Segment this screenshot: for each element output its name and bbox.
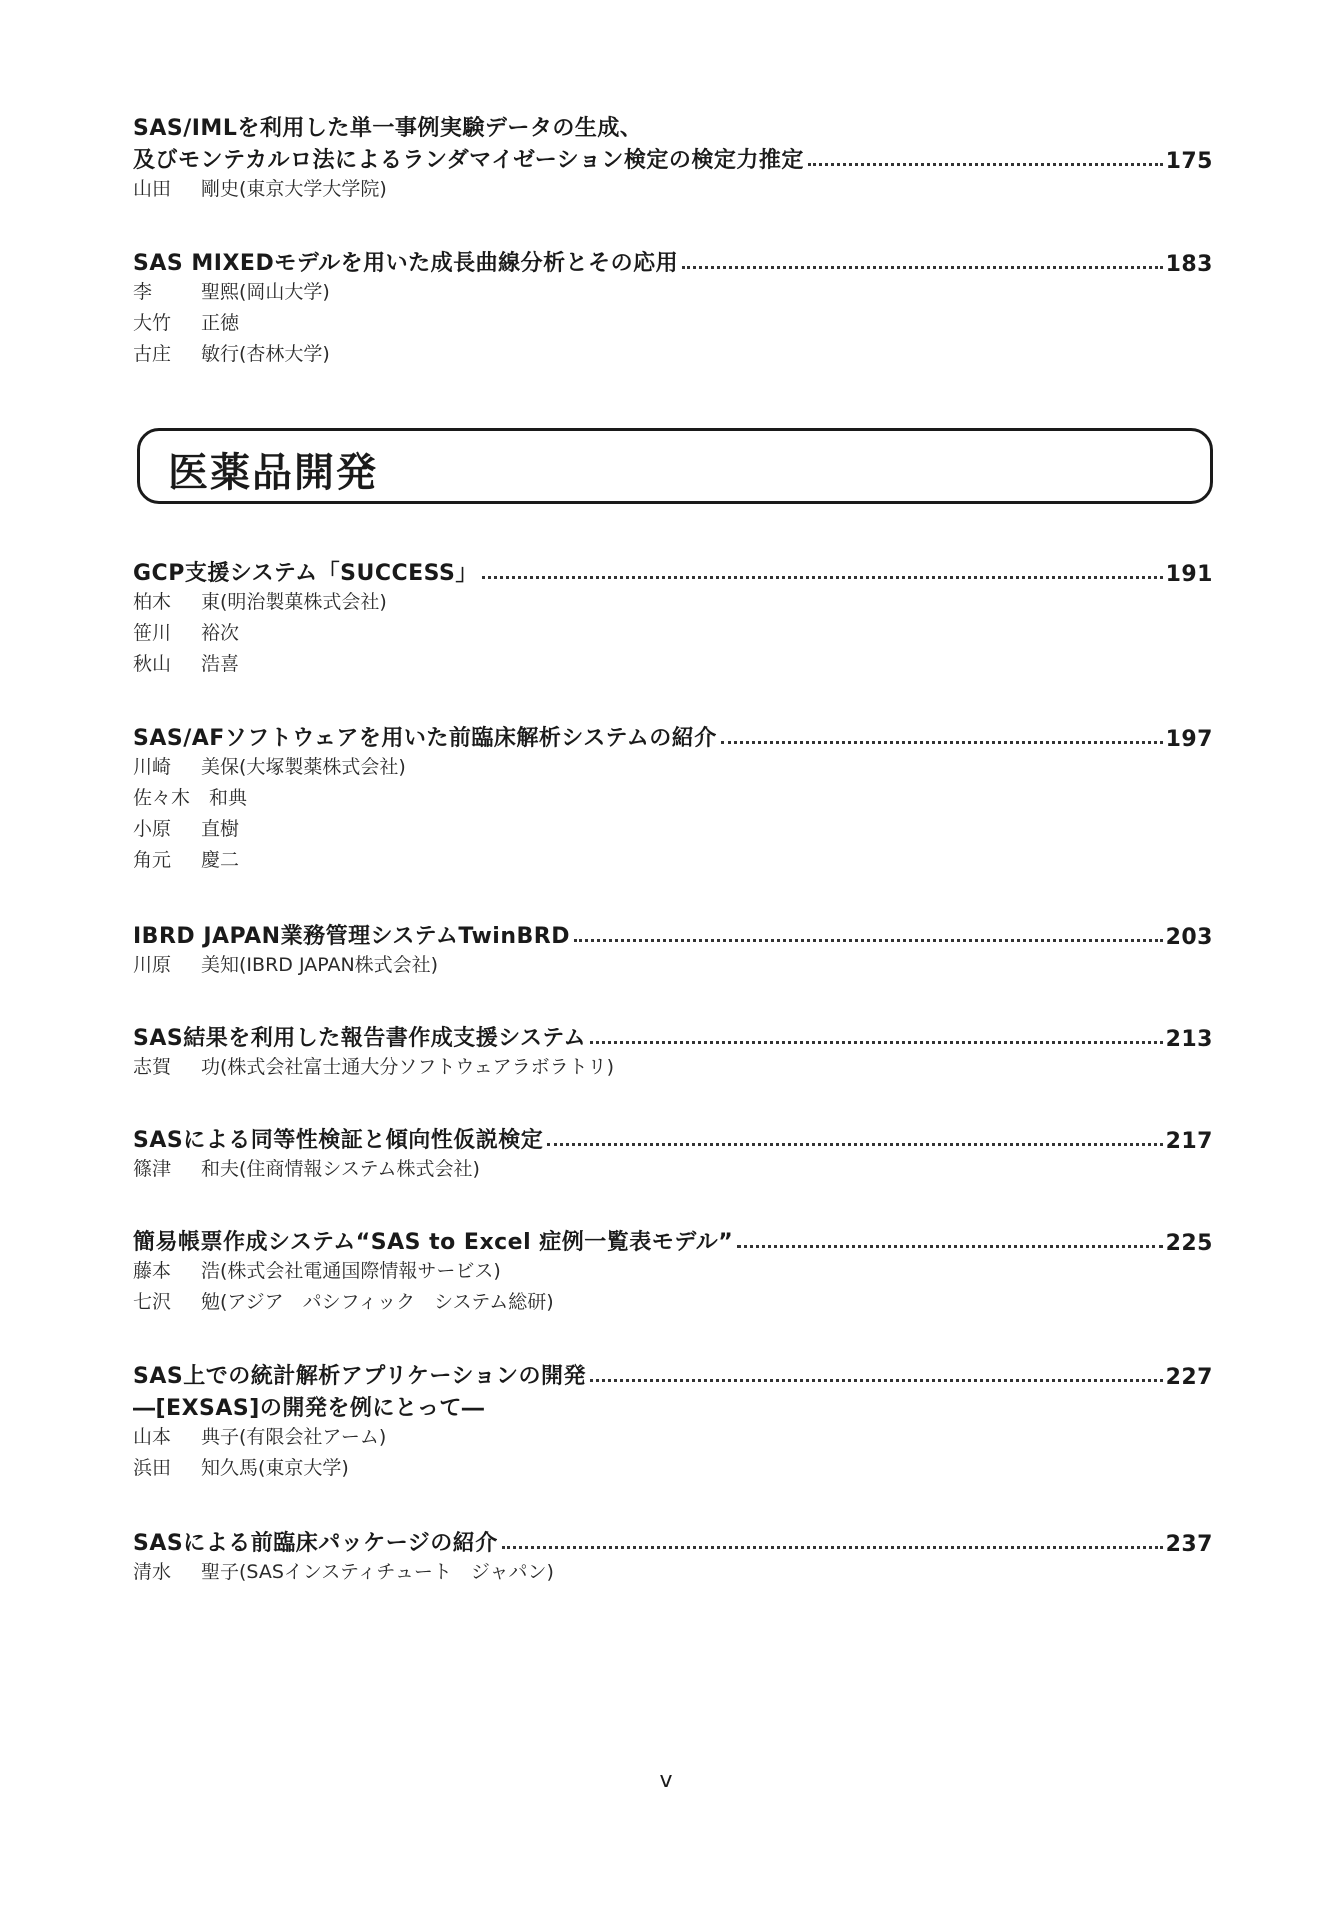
toc-entry — [133, 1020, 1213, 1083]
dot-leader — [482, 576, 1163, 579]
section-heading-box — [137, 428, 1213, 504]
author-surname: 笹川 — [133, 622, 172, 644]
author-affiliation: (明治製菓株式会社) — [220, 591, 387, 613]
toc-entry — [133, 555, 1213, 680]
dot-leader — [682, 266, 1162, 269]
entry-title-line — [133, 142, 1213, 174]
entry-page-number: 225 — [1165, 1231, 1213, 1256]
entry-title: SAS上での統計解析アプリケーションの開発 — [133, 1364, 587, 1389]
author-given-name: 美保 — [201, 756, 240, 778]
author-surname: 山本 — [133, 1426, 172, 1448]
footer-page-number: v — [659, 1768, 673, 1793]
entry-title: SAS/AFソフトウェアを用いた前臨床解析システムの紹介 — [133, 726, 717, 751]
author-line — [133, 1422, 1213, 1453]
author-given-name: 敏行 — [201, 343, 240, 365]
entry-title: SAS/IMLを利用した単一事例実験データの生成、 — [133, 116, 643, 141]
author-given-name: 聖子 — [201, 1561, 240, 1583]
author-affiliation: (株式会社電通国際情報サービス) — [220, 1260, 501, 1282]
author-surname: 山田 — [133, 178, 172, 200]
author-surname: 角元 — [133, 849, 172, 871]
entry-page-number: 237 — [1165, 1532, 1213, 1557]
entry-page-number: 217 — [1165, 1129, 1213, 1154]
dot-leader — [737, 1245, 1162, 1248]
dot-leader — [590, 1379, 1163, 1382]
author-line — [133, 308, 1213, 339]
author-surname: 川原 — [133, 954, 172, 976]
author-given-name: 和典 — [209, 787, 248, 809]
entry-title-line — [133, 720, 1213, 752]
author-given-name: 勉 — [201, 1291, 221, 1313]
entry-title: SAS結果を利用した報告書作成支援システム — [133, 1026, 587, 1051]
author-affiliation: (東京大学) — [258, 1457, 349, 1479]
author-surname: 大竹 — [133, 312, 172, 334]
author-affiliation: (株式会社富士通大分ソフトウェアラボラトリ) — [220, 1056, 615, 1078]
entry-subtitle-line — [133, 1390, 1213, 1422]
author-surname: 清水 — [133, 1561, 172, 1583]
entry-title-line — [133, 110, 1213, 142]
entry-page-number: 175 — [1165, 149, 1213, 174]
entry-title-line — [133, 1122, 1213, 1154]
author-given-name: 和夫 — [201, 1158, 240, 1180]
author-line — [133, 845, 1213, 876]
author-given-name: 聖熙 — [201, 281, 240, 303]
author-line — [133, 814, 1213, 845]
entry-page-number: 213 — [1165, 1027, 1213, 1052]
dot-leader — [721, 741, 1163, 744]
author-line — [133, 1154, 1213, 1185]
entry-title-line — [133, 1358, 1213, 1390]
author-given-name: 浩 — [201, 1260, 221, 1282]
entry-page-number: 227 — [1165, 1365, 1213, 1390]
toc-entry — [133, 1525, 1213, 1588]
dot-leader — [547, 1143, 1162, 1146]
author-surname: 小原 — [133, 818, 172, 840]
entry-title: 及びモンテカルロ法によるランダマイゼーション検定の検定力推定 — [133, 148, 804, 173]
author-affiliation: (杏林大学) — [239, 343, 330, 365]
entry-title: SASによる前臨床パッケージの紹介 — [133, 1531, 498, 1556]
author-given-name: 正徳 — [201, 312, 240, 334]
author-line — [133, 587, 1213, 618]
entry-title-line — [133, 1525, 1213, 1557]
author-line — [133, 1287, 1213, 1318]
author-surname: 志賀 — [133, 1056, 172, 1078]
author-given-name: 裕次 — [201, 622, 240, 644]
author-given-name: 功 — [201, 1056, 221, 1078]
author-line — [133, 618, 1213, 649]
author-line — [133, 649, 1213, 680]
author-surname: 佐々木 — [133, 787, 191, 809]
toc-entry — [133, 110, 1213, 205]
author-line — [133, 752, 1213, 783]
entry-title-line — [133, 1020, 1213, 1052]
entry-page-number: 183 — [1165, 252, 1213, 277]
author-line — [133, 783, 1213, 814]
author-affiliation: (有限会社アーム) — [239, 1426, 387, 1448]
author-line — [133, 1453, 1213, 1484]
author-surname: 川崎 — [133, 756, 172, 778]
author-given-name: 典子 — [201, 1426, 240, 1448]
author-surname: 秋山 — [133, 653, 172, 675]
author-line — [133, 1256, 1213, 1287]
toc-entry — [133, 1224, 1213, 1318]
author-surname: 七沢 — [133, 1291, 172, 1313]
dot-leader — [502, 1546, 1163, 1549]
entry-title: SAS MIXEDモデルを用いた成長曲線分析とその応用 — [133, 251, 679, 276]
author-surname: 柏木 — [133, 591, 172, 613]
author-line — [133, 1052, 1213, 1083]
author-given-name: 東 — [201, 591, 221, 613]
entry-title: IBRD JAPAN業務管理システムTwinBRD — [133, 924, 570, 949]
entry-subtitle: ―[EXSAS]の開発を例にとって― — [133, 1396, 485, 1421]
author-surname: 浜田 — [133, 1457, 172, 1479]
author-affiliation: (住商情報システム株式会社) — [239, 1158, 480, 1180]
dot-leader — [808, 163, 1163, 166]
author-surname: 李 — [133, 281, 153, 303]
toc-entry — [133, 245, 1213, 370]
entry-title-line — [133, 1224, 1213, 1256]
author-line — [133, 1557, 1213, 1588]
author-line — [133, 277, 1213, 308]
toc-entry — [133, 1122, 1213, 1185]
author-given-name: 知久馬 — [201, 1457, 259, 1479]
author-affiliation: (岡山大学) — [239, 281, 330, 303]
author-given-name: 直樹 — [201, 818, 240, 840]
entry-page-number: 197 — [1165, 727, 1213, 752]
author-given-name: 剛史 — [201, 178, 240, 200]
dot-leader — [590, 1041, 1163, 1044]
entry-title: GCP支援システム「SUCCESS」 — [133, 561, 478, 586]
entry-page-number: 203 — [1165, 925, 1213, 950]
entry-title-line — [133, 555, 1213, 587]
toc-entry — [133, 1358, 1213, 1484]
author-line — [133, 174, 1213, 205]
author-affiliation: (SASインスティチュート ジャパン) — [239, 1561, 554, 1583]
entry-page-number: 191 — [1165, 562, 1213, 587]
author-line — [133, 950, 1213, 981]
toc-entry — [133, 720, 1213, 876]
entry-title: 簡易帳票作成システム“SAS to Excel 症例一覧表モデル” — [133, 1230, 734, 1255]
author-affiliation: (IBRD JAPAN株式会社) — [239, 954, 439, 976]
section-title: 医薬品開発 — [168, 449, 378, 496]
author-affiliation: (アジア パシフィック システム総研) — [220, 1291, 554, 1313]
author-given-name: 美知 — [201, 954, 240, 976]
dot-leader — [574, 939, 1163, 942]
toc-entry — [133, 918, 1213, 981]
entry-title-line — [133, 245, 1213, 277]
author-given-name: 慶二 — [201, 849, 240, 871]
author-given-name: 浩喜 — [201, 653, 240, 675]
entry-title-line — [133, 918, 1213, 950]
author-surname: 藤本 — [133, 1260, 172, 1282]
author-line — [133, 339, 1213, 370]
author-affiliation: (東京大学大学院) — [239, 178, 387, 200]
entry-title: SASによる同等性検証と傾向性仮説検定 — [133, 1128, 544, 1153]
author-surname: 篠津 — [133, 1158, 172, 1180]
author-surname: 古庄 — [133, 343, 172, 365]
author-affiliation: (大塚製薬株式会社) — [239, 756, 406, 778]
